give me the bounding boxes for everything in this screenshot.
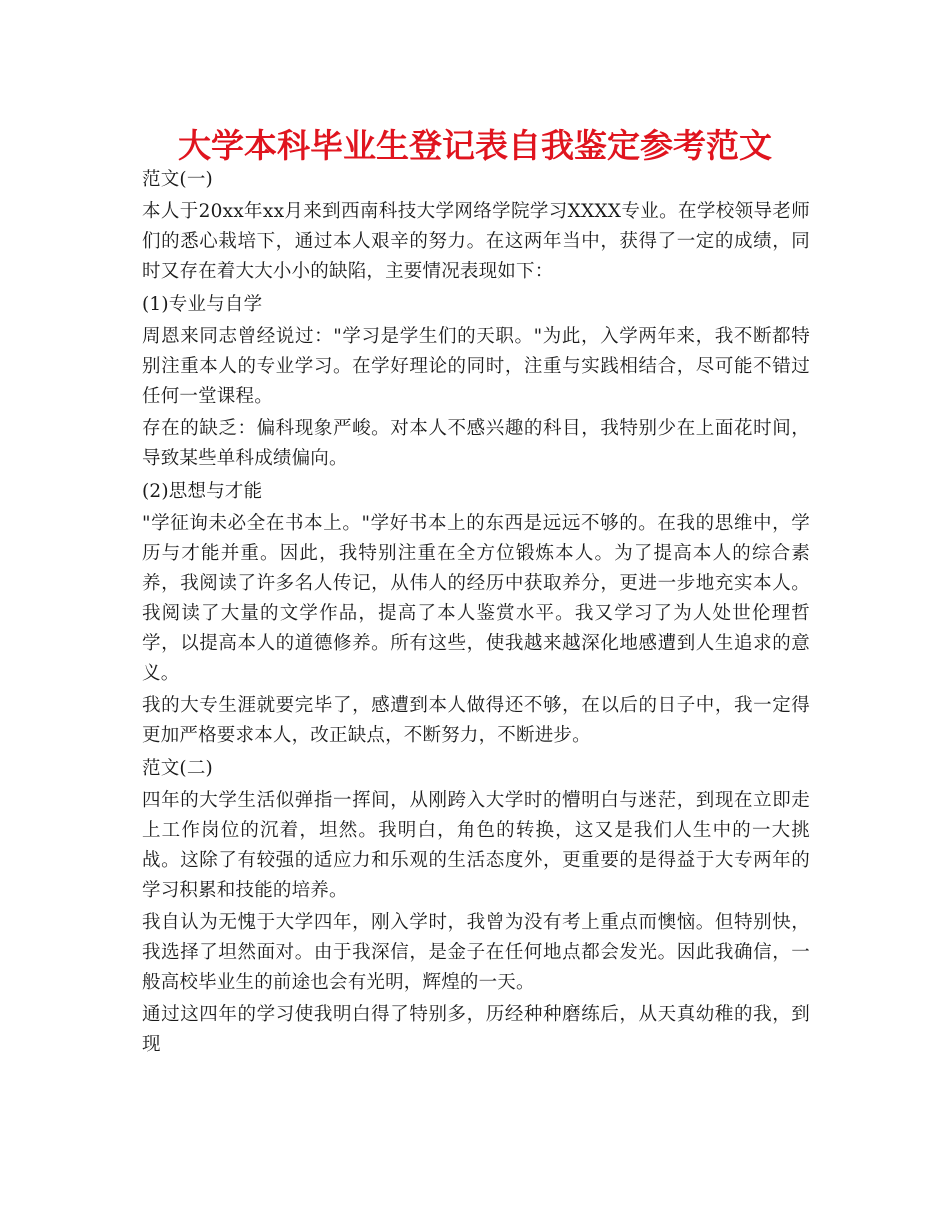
paragraph: 存在的缺乏：偏科现象严峻。对本人不感兴趣的科目，我特别少在上面花时间，导致某些单科成绩偏向。 — [142, 418, 810, 469]
section-heading-2: 范文(二) — [142, 758, 213, 779]
section-heading-1: 范文(一) — [142, 169, 213, 190]
subsection-heading: (1)专业与自学 — [142, 294, 263, 315]
paragraph: 我自认为无愧于大学四年，刚入学时，我曾为没有考上重点而懊恼。但特别快，我选择了坦然面对。由于我深信，是金子在任何地点都会发光。因此我确信，一般高校毕业生的前途也会有光明，辉煌的一天。 — [142, 912, 810, 993]
paragraph: 我的大专生涯就要完毕了，感遭到本人做得还不够，在以后的日子中，我一定得更加严格要求本人，改正缺点，不断努力，不断进步。 — [142, 695, 810, 746]
paragraph: 四年的大学生活似弹指一挥间，从刚跨入大学时的懵明白与迷茫，到现在立即走上工作岗位的沉着，坦然。我明白，角色的转换，这又是我们人生中的一大挑战。这除了有较强的适应力和乐观的生活态度外，更重要的是得益于大专两年的学习积累和技能的培养。 — [142, 790, 810, 901]
document-body — [142, 163, 810, 1061]
subsection-heading: (2)思想与才能 — [142, 481, 263, 502]
paragraph: "学征询未必全在书本上。"学好书本上的东西是远远不够的。在我的思维中，学历与才能并重。因此，我特别注重在全方位锻炼本人。为了提高本人的综合素养，我阅读了许多名人传记，从伟人的经历中获取养分，更进一步地充实本人。我阅读了大量的文学作品，提高了本人鉴赏水平。我又学习了为人处世伦理哲学，以提高本人的道德修养。所有这些，使我越来越深化地感遭到人生追求的意义。 — [142, 513, 810, 684]
document-title: 大学本科毕业生登记表自我鉴定参考范文 — [178, 126, 772, 165]
paragraph: 周恩来同志曾经说过："学习是学生们的天职。"为此，入学两年来，我不断都特别注重本人的专业学习。在学好理论的同时，注重与实践相结合，尽可能不错过任何一堂课程。 — [142, 326, 810, 407]
paragraph: 通过这四年的学习使我明白得了特别多，历经种种磨练后，从天真幼稚的我，到现 — [142, 1004, 810, 1055]
paragraph: 本人于20xx年xx月来到西南科技大学网络学院学习XXXX专业。在学校领导老师们的悉心栽培下，通过本人艰辛的努力。在这两年当中，获得了一定的成绩，同时又存在着大大小小的缺陷，主要情况表现如下： — [142, 201, 810, 282]
